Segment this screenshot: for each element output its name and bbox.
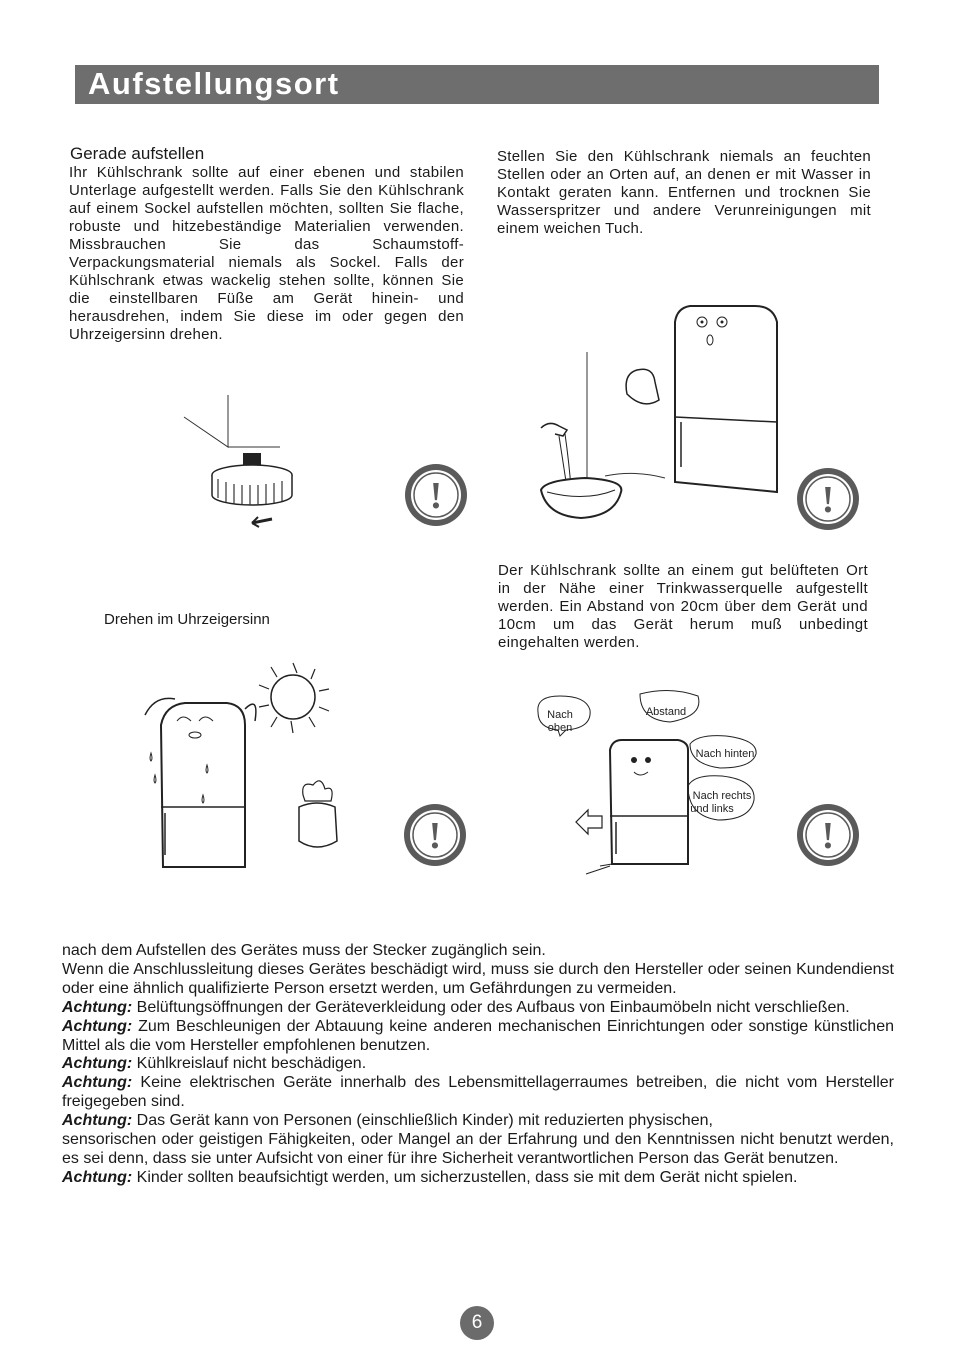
warning-glyph: ! — [428, 815, 442, 857]
label-back: Nach hinten — [695, 748, 755, 760]
foot-adjust-illustration — [180, 395, 300, 535]
note-achtung-5-continued: sensorischen oder geistigen Fähigkeiten, oder Mangel an der Erfahrung und den Kenntnissen nicht benutzt werden, es sei denn, dass sie unter Aufsicht von einer für ihre Sicherheit verantwortlichen Person das Gerät benutzen. — [62, 1131, 894, 1167]
note-achtung-1: Achtung: Belüftungsöffnungen der Geräteverkleidung oder des Aufbaus von Einbaumöbeln nicht verschließen. — [62, 998, 850, 1016]
warning-icon-heat — [404, 804, 466, 866]
exclamation-circle-icon — [797, 468, 859, 530]
warning-icon-level — [405, 464, 467, 526]
note-cable: Wenn die Anschlussleitung dieses Gerätes beschädigt wird, muss sie durch den Hersteller oder seinen Kundendienst oder eine ähnlich qualifizierte Person ersetzt werden, um Gefährdungen zu vermeiden. — [62, 960, 894, 997]
warning-icon-moisture — [797, 468, 859, 530]
note-achtung-2: Achtung: Zum Beschleunigen der Abtauung keine anderen mechanischen Einrichtungen oder sonstige künstlichen Mittel als die vom Hersteller empfohlenen benutzen. — [62, 1017, 894, 1054]
page-title: Aufstellungsort — [88, 66, 340, 101]
moisture-instructions: Stellen Sie den Kühlschrank niemals an feuchten Stellen oder an Orten auf, an denen er mit Wasser in Kontakt geraten kann. Entfernen und trocknen Sie Wasserspritzer und andere Verunreinigungen mit einem weichen Tuch. — [497, 148, 871, 237]
label-distance: Abstand — [645, 706, 687, 718]
fridge-water-illustration — [515, 292, 795, 532]
label-sides-1: Nach rechts — [692, 790, 752, 802]
ventilation-instructions: Der Kühlschrank sollte an einem gut belüfteten Ort in der Nähe einer Trinkwasserquelle aufgestellt werden. Ein Abstand von 20cm über dem Gerät und 10cm um das Gerät herum muß unbedingt eingehalten werden. — [498, 562, 868, 651]
label-up-2: oben — [547, 722, 573, 734]
note-achtung-4: Achtung: Keine elektrischen Geräte innerhalb des Lebensmittellagerraumes betreiben, die nicht vom Hersteller freigegeben sind. — [62, 1074, 895, 1111]
exclamation-circle-icon — [404, 804, 466, 866]
rotate-caption: Drehen im Uhrzeigersinn — [104, 611, 270, 628]
warning-icon-ventilation — [797, 804, 859, 866]
note-achtung-5: Achtung: Das Gerät kann von Personen (einschließlich Kinder) mit reduzierten physischen, — [62, 1112, 713, 1130]
label-up-1: Nach — [547, 709, 573, 721]
page-number: 6 — [460, 1306, 494, 1340]
exclamation-circle-icon — [797, 804, 859, 866]
warning-glyph: ! — [821, 479, 835, 521]
warning-glyph: ! — [429, 475, 443, 517]
level-instructions: Ihr Kühlschrank sollte auf einer ebenen und stabilen Unterlage aufgestellt werden. Falls Sie den Kühlschrank auf einem Sockel aufstellen möchten, sollten Sie flache, robuste und hitzebeständige Materialien verwenden. Missbrauchen Sie das Schaumstoff-Verpackungsmaterial niemals als Sockel. Falls der Kühlschrank etwas wackelig stehen sollte, können Sie die einstellbaren Füße am Gerät hinein- und herausdrehen, indem Sie diese im oder gegen den Uhrzeigersinn drehen. — [69, 164, 464, 343]
exclamation-circle-icon — [405, 464, 467, 526]
note-achtung-6: Achtung: Kinder sollten beaufsichtigt werden, um sicherzustellen, dass sie mit dem Gerät nicht spielen. — [62, 1168, 798, 1186]
label-sides-2: und links — [690, 803, 734, 815]
safety-notes — [62, 942, 894, 1188]
note-achtung-3: Achtung: Kühlkreislauf nicht beschädigen. — [62, 1055, 367, 1073]
title-bar — [75, 65, 879, 104]
clearance-diagram — [530, 688, 760, 888]
note-plug: nach dem Aufstellen des Gerätes muss der Stecker zugänglich sein. — [62, 942, 546, 959]
warning-glyph: ! — [821, 815, 835, 857]
fridge-heat-illustration — [135, 655, 360, 875]
section-heading-level: Gerade aufstellen — [70, 144, 205, 163]
